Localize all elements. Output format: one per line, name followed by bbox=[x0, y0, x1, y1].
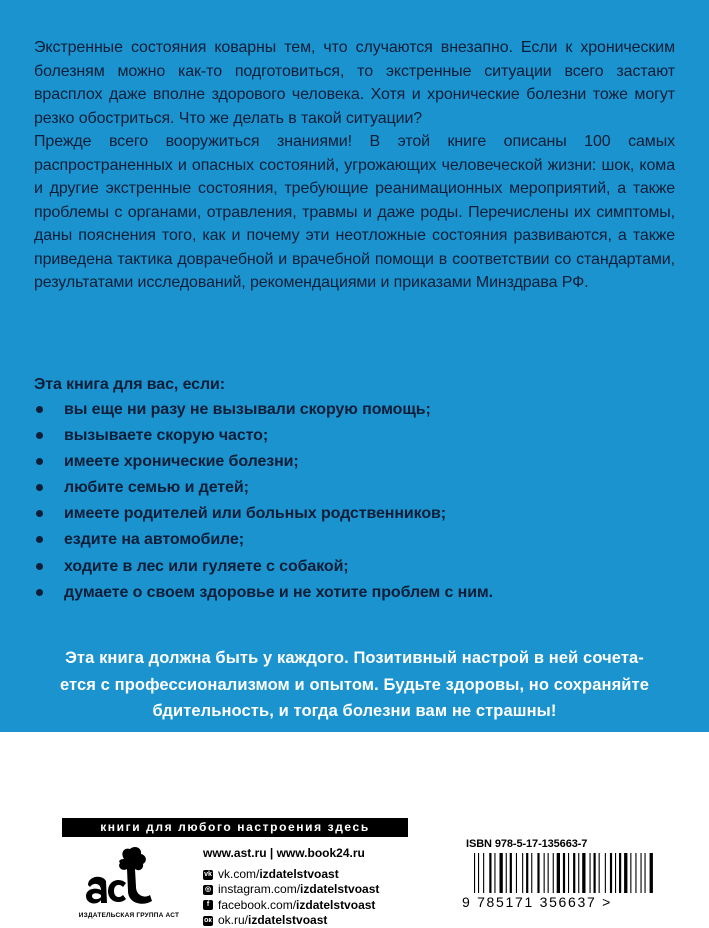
barcode-bar bbox=[516, 853, 517, 893]
bullet-icon bbox=[36, 536, 43, 543]
barcode-bar bbox=[568, 853, 569, 893]
social-link-instagram[interactable]: ◎ instagram.com/ izdatelstvoast bbox=[204, 882, 380, 897]
barcode-bar bbox=[573, 853, 575, 893]
barcode-bar bbox=[624, 853, 627, 893]
isbn-label: ISBN 978-5-17-135663-7 bbox=[466, 838, 588, 850]
audience-title: Эта книга для вас, если: bbox=[34, 376, 226, 393]
barcode-bar bbox=[531, 853, 532, 893]
instagram-icon: ◎ bbox=[204, 885, 212, 893]
barcode-bar bbox=[582, 853, 585, 893]
barcode-bar bbox=[494, 853, 495, 893]
barcode-bar bbox=[615, 853, 616, 893]
barcode-bar bbox=[599, 853, 600, 893]
bullet-icon bbox=[36, 563, 43, 570]
social-link-vk[interactable]: vk vk.com/ izdatelstvoast bbox=[204, 867, 339, 881]
publisher-name: ИЗДАТЕЛЬСКАЯ ГРУППА АСТ bbox=[78, 912, 180, 919]
closing-statement bbox=[34, 645, 675, 725]
social-link-facebook[interactable]: f facebook.com/ izdatelstvoast bbox=[203, 898, 379, 913]
list-item: вы еще ни разу не вызывали скорую помощь; bbox=[34, 397, 493, 423]
list-item: думаете о своем здоровье и не хотите проблем с ним. bbox=[34, 580, 493, 606]
closing-line-2: ется с профессионализмом и опытом. Будьте здоровы, но сохраняйте bbox=[59, 675, 650, 694]
barcode-bar bbox=[619, 853, 621, 893]
barcode-bar bbox=[641, 853, 642, 893]
list-item: ходите в лес или гуляете с собакой; bbox=[34, 554, 493, 580]
barcode-bar bbox=[483, 853, 484, 893]
barcode-bar bbox=[506, 853, 507, 893]
barcode-bar bbox=[510, 853, 512, 893]
barcode-bar bbox=[474, 853, 475, 893]
barcode-bar bbox=[610, 853, 612, 893]
barcode-bar bbox=[578, 853, 579, 893]
barcode-bar bbox=[489, 853, 491, 893]
closing-line-1: Эта книга должна быть у каждого. Позитивный настрой в ней сочета- bbox=[65, 649, 644, 667]
intro-paragraph-1: Экстренные состояния коварны тем, что случаются внезапно. Если к хроническим болезням можно как-то подготовиться, то экстренные ситуации всего застают врасплох даже вполне здорового человека. Хотя и хронические болезни тоже могут резко обостриться. Что же делать в такой ситуации? bbox=[34, 39, 675, 127]
barcode-bar bbox=[557, 853, 560, 893]
bullet-icon bbox=[36, 510, 43, 517]
barcode-bar bbox=[645, 853, 646, 893]
barcode-bar bbox=[553, 853, 554, 893]
barcode-bar bbox=[548, 853, 549, 893]
bullet-icon bbox=[36, 589, 43, 596]
bullet-icon bbox=[36, 432, 43, 439]
facebook-icon: f bbox=[203, 900, 213, 910]
bullet-icon bbox=[36, 458, 43, 465]
social-links bbox=[203, 867, 379, 928]
barcode-bar bbox=[563, 853, 565, 893]
websites[interactable]: www.ast.ru | www.book24.ru bbox=[203, 846, 365, 860]
barcode-bar bbox=[526, 853, 528, 893]
barcode-bar bbox=[478, 853, 479, 893]
bullet-icon bbox=[36, 484, 43, 491]
ok-icon: ок bbox=[204, 916, 212, 924]
barcode-bar bbox=[635, 853, 636, 893]
bullet-icon bbox=[36, 406, 43, 413]
barcode-bar bbox=[522, 853, 523, 893]
tagline-bar: книги для любого настроения здесь bbox=[62, 818, 408, 837]
barcode-bar bbox=[650, 853, 653, 893]
barcode-bar bbox=[537, 853, 539, 893]
barcode-bar bbox=[605, 853, 606, 893]
intro-paragraph-2: Прежде всего вооружиться знаниями! В этой книге описаны 100 самых распространенных и опасных состояний, угрожающих человеческой жизни: шок, кома и другие экстренные состояния, требующие реанимационных мероприятий, а также проблемы с органами, отравления, травмы и даже роды. Перечислены их симптомы, даны пояснения того, как и почему эти неотложные состояния развиваются, а также приведена тактика доврачебной и врачебной помощи в соответствии со стандартами, результатами исследований, рекомендациями и приказами Минздрава РФ. bbox=[34, 133, 675, 291]
barcode-icon bbox=[464, 853, 686, 899]
barcode-digits: 9 785171 356637 > bbox=[462, 894, 612, 910]
barcode-bar bbox=[590, 853, 591, 893]
vk-icon: vk bbox=[204, 870, 212, 878]
barcode-bar bbox=[544, 853, 545, 893]
list-item: имеете хронические болезни; bbox=[34, 449, 493, 475]
social-link-ok[interactable]: ок ok.ru/ izdatelstvoast bbox=[204, 912, 328, 927]
barcode-bar bbox=[630, 853, 631, 893]
closing-line-3: бдительность, и тогда болезни вам не страшны! bbox=[152, 702, 557, 720]
list-item: имеете родителей или больных родственников; bbox=[34, 501, 493, 527]
list-item: любите семью и детей; bbox=[34, 475, 493, 501]
list-item: ездите на автомобиле; bbox=[34, 527, 493, 553]
barcode-bar bbox=[500, 853, 503, 893]
audience-list bbox=[34, 397, 493, 606]
intro-text bbox=[34, 36, 675, 295]
ast-logo-icon bbox=[84, 845, 160, 909]
barcode-bar bbox=[594, 853, 596, 893]
list-item: вызываете скорую часто; bbox=[34, 423, 493, 449]
